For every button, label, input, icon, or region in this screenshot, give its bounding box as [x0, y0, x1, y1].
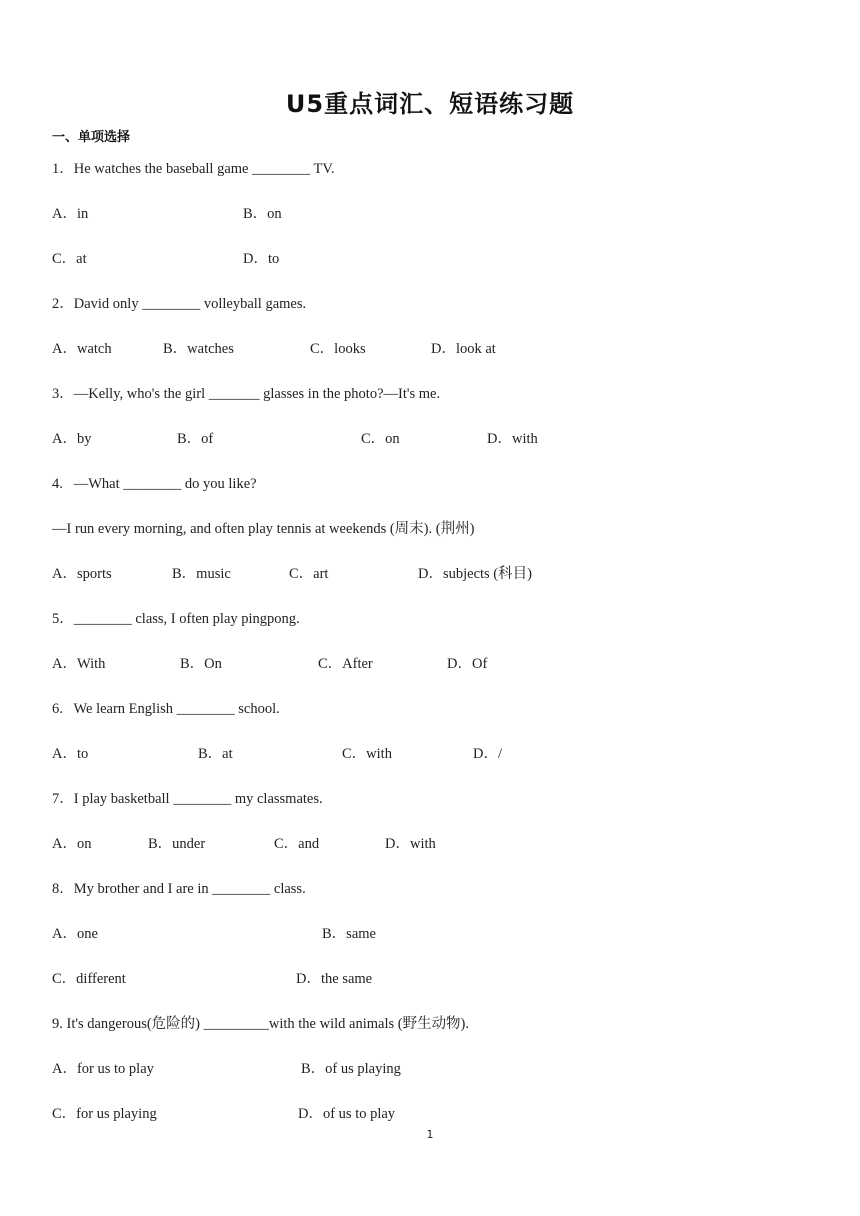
option-a: A．in: [52, 206, 89, 222]
option-a: A．watch: [52, 341, 112, 357]
option-d: D．with: [385, 836, 436, 852]
question-stem: 5．________ class, I often play pingpong.: [52, 611, 300, 627]
question-stem: 6. We learn English ________ school.: [52, 701, 280, 717]
option-d: D．the same: [296, 971, 373, 987]
page-number: 1: [426, 1128, 434, 1141]
option-b: B．watches: [163, 341, 234, 357]
question-stem: 2．David only ________ volleyball games.: [52, 296, 307, 312]
question-stem: 3．—Kelly, who's the girl _______ glasses in the photo?—It's me.: [52, 386, 441, 402]
question-stem-continued: —I run every morning, and often play tennis at weekends (周末). (荆州): [52, 521, 475, 537]
question-stem: 1．He watches the baseball game ________ TV.: [52, 161, 335, 177]
option-a: A．on: [52, 836, 92, 852]
option-c: C．on: [361, 431, 400, 447]
option-b: B．music: [172, 566, 231, 582]
option-d: D．of us to play: [298, 1106, 396, 1122]
option-c: C．After: [318, 656, 373, 672]
option-b: B．on: [243, 206, 282, 222]
option-b: B．under: [148, 836, 206, 852]
option-b: B．of us playing: [301, 1061, 401, 1077]
option-d: D．with: [487, 431, 538, 447]
option-d: D．look at: [431, 341, 496, 357]
option-b: B．same: [322, 926, 376, 942]
question-stem: 9. It's dangerous(危险的) _________with the wild animals (野生动物).: [52, 1016, 470, 1032]
option-d: D．/: [473, 746, 502, 762]
option-c: C．art: [289, 566, 329, 582]
option-a: A．sports: [52, 566, 112, 582]
option-b: B．at: [198, 746, 233, 762]
option-a: A．With: [52, 656, 106, 672]
question-stem: 4. —What ________ do you like?: [52, 476, 257, 492]
option-c: C．with: [342, 746, 392, 762]
option-a: A．to: [52, 746, 89, 762]
page-title: U5重点词汇、短语练习题: [285, 90, 575, 118]
question-stem: 8．My brother and I are in ________ class.: [52, 881, 306, 897]
option-b: B．On: [180, 656, 222, 672]
option-d: D．to: [243, 251, 280, 267]
option-a: A．one: [52, 926, 98, 942]
option-a: A．by: [52, 431, 92, 447]
option-c: C．different: [52, 971, 126, 987]
option-d: D．Of: [447, 656, 488, 672]
option-c: C．and: [274, 836, 320, 852]
option-c: C．at: [52, 251, 87, 267]
option-a: A．for us to play: [52, 1061, 154, 1077]
option-d: D．subjects (科目): [418, 566, 532, 582]
option-c: C．for us playing: [52, 1106, 157, 1122]
section-heading: 一、单项选择: [52, 130, 131, 145]
option-c: C．looks: [310, 341, 366, 357]
option-b: B．of: [177, 431, 214, 447]
question-stem: 7．I play basketball ________ my classmates.: [52, 791, 323, 807]
